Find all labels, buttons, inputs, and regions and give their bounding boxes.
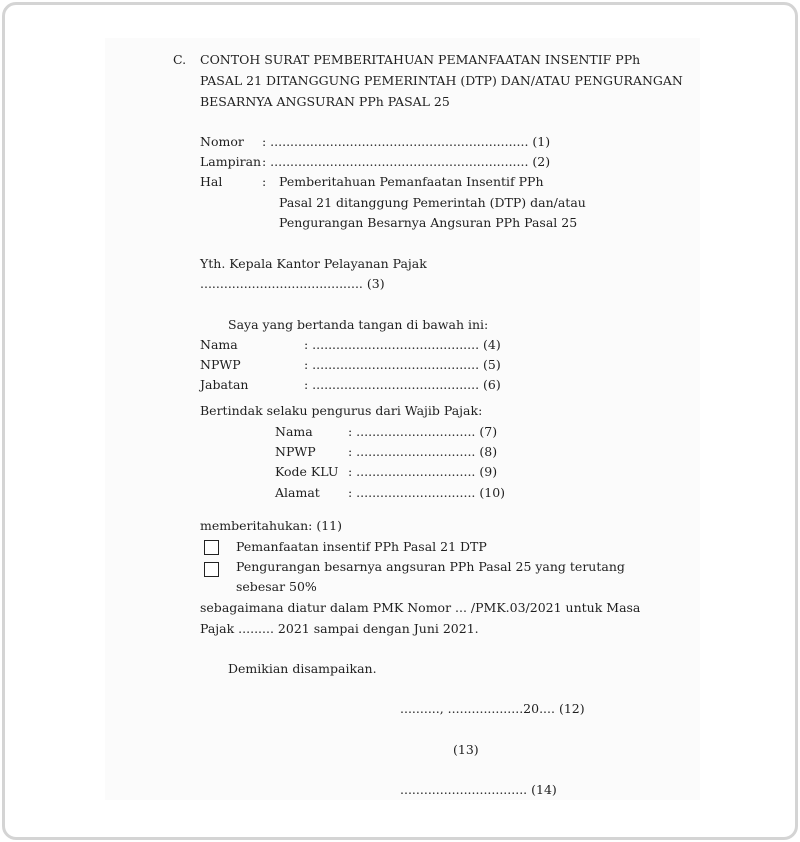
- signature-placeholder: (13): [453, 742, 479, 757]
- recipient-line-2: ......................................... (3): [200, 276, 385, 291]
- lampiran-label: Lampiran: [200, 154, 262, 169]
- closing-text: Demikian disampaikan.: [228, 661, 377, 676]
- taxpayer-alamat-value: : .............................. (10): [348, 485, 506, 500]
- option-1-label: Pemanfaatan insentif PPh Pasal 21 DTP: [236, 539, 487, 554]
- hal-colon: :: [262, 174, 267, 189]
- notice-intro: memberitahukan: (11): [200, 518, 342, 533]
- hal-label: Hal: [200, 174, 223, 189]
- place-date: .........., ...................20.... (12): [400, 701, 585, 716]
- hal-line-1: Pemberitahuan Pemanfaatan Insentif PPh: [279, 174, 544, 189]
- heading-line-2: PASAL 21 DITANGGUNG PEMERINTAH (DTP) DAN/ATAU PENGURANGAN: [200, 73, 683, 88]
- heading-line-3: BESARNYA ANGSURAN PPh PASAL 25: [200, 94, 450, 109]
- recipient-line-1: Yth. Kepala Kantor Pelayanan Pajak: [200, 256, 427, 271]
- signer-intro: Saya yang bertanda tangan di bawah ini:: [228, 317, 489, 332]
- signer-nama-value: : .......................................... (4): [304, 337, 501, 352]
- option-2-label-line-2: sebesar 50%: [236, 579, 317, 594]
- nomor-value: : ................................................................. (1): [262, 134, 551, 149]
- signer-name-line: ................................ (14): [400, 782, 557, 797]
- letter-page: [105, 38, 700, 800]
- taxpayer-npwp-label: NPWP: [275, 444, 316, 459]
- signer-npwp-value: : .......................................... (5): [304, 357, 501, 372]
- taxpayer-npwp-value: : .............................. (8): [348, 444, 498, 459]
- taxpayer-nama-value: : .............................. (7): [348, 424, 498, 439]
- heading-letter: C.: [173, 52, 187, 67]
- signer-jabatan-label: Jabatan: [200, 377, 249, 392]
- heading-line-1: CONTOH SURAT PEMBERITAHUAN PEMANFAATAN INSENTIF PPh: [200, 52, 641, 67]
- option-2-label-line-1: Pengurangan besarnya angsuran PPh Pasal 25 yang terutang: [236, 559, 625, 574]
- taxpayer-klu-label: Kode KLU: [275, 464, 339, 479]
- option-1-checkbox[interactable]: [204, 540, 219, 555]
- notice-body-line-1: sebagaimana diatur dalam PMK Nomor ... /PMK.03/2021 untuk Masa: [200, 600, 641, 615]
- signer-npwp-label: NPWP: [200, 357, 241, 372]
- taxpayer-klu-value: : .............................. (9): [348, 464, 498, 479]
- taxpayer-alamat-label: Alamat: [275, 485, 320, 500]
- taxpayer-intro: Bertindak selaku pengurus dari Wajib Pajak:: [200, 403, 483, 418]
- signer-nama-label: Nama: [200, 337, 238, 352]
- notice-body-line-2: Pajak ......... 2021 sampai dengan Juni 2021.: [200, 621, 479, 636]
- option-2-checkbox[interactable]: [204, 562, 219, 577]
- taxpayer-nama-label: Nama: [275, 424, 313, 439]
- lampiran-value: : ................................................................. (2): [262, 154, 551, 169]
- hal-line-2: Pasal 21 ditanggung Pemerintah (DTP) dan/atau: [279, 195, 586, 210]
- nomor-label: Nomor: [200, 134, 244, 149]
- signer-jabatan-value: : .......................................... (6): [304, 377, 501, 392]
- hal-line-3: Pengurangan Besarnya Angsuran PPh Pasal 25: [279, 215, 578, 230]
